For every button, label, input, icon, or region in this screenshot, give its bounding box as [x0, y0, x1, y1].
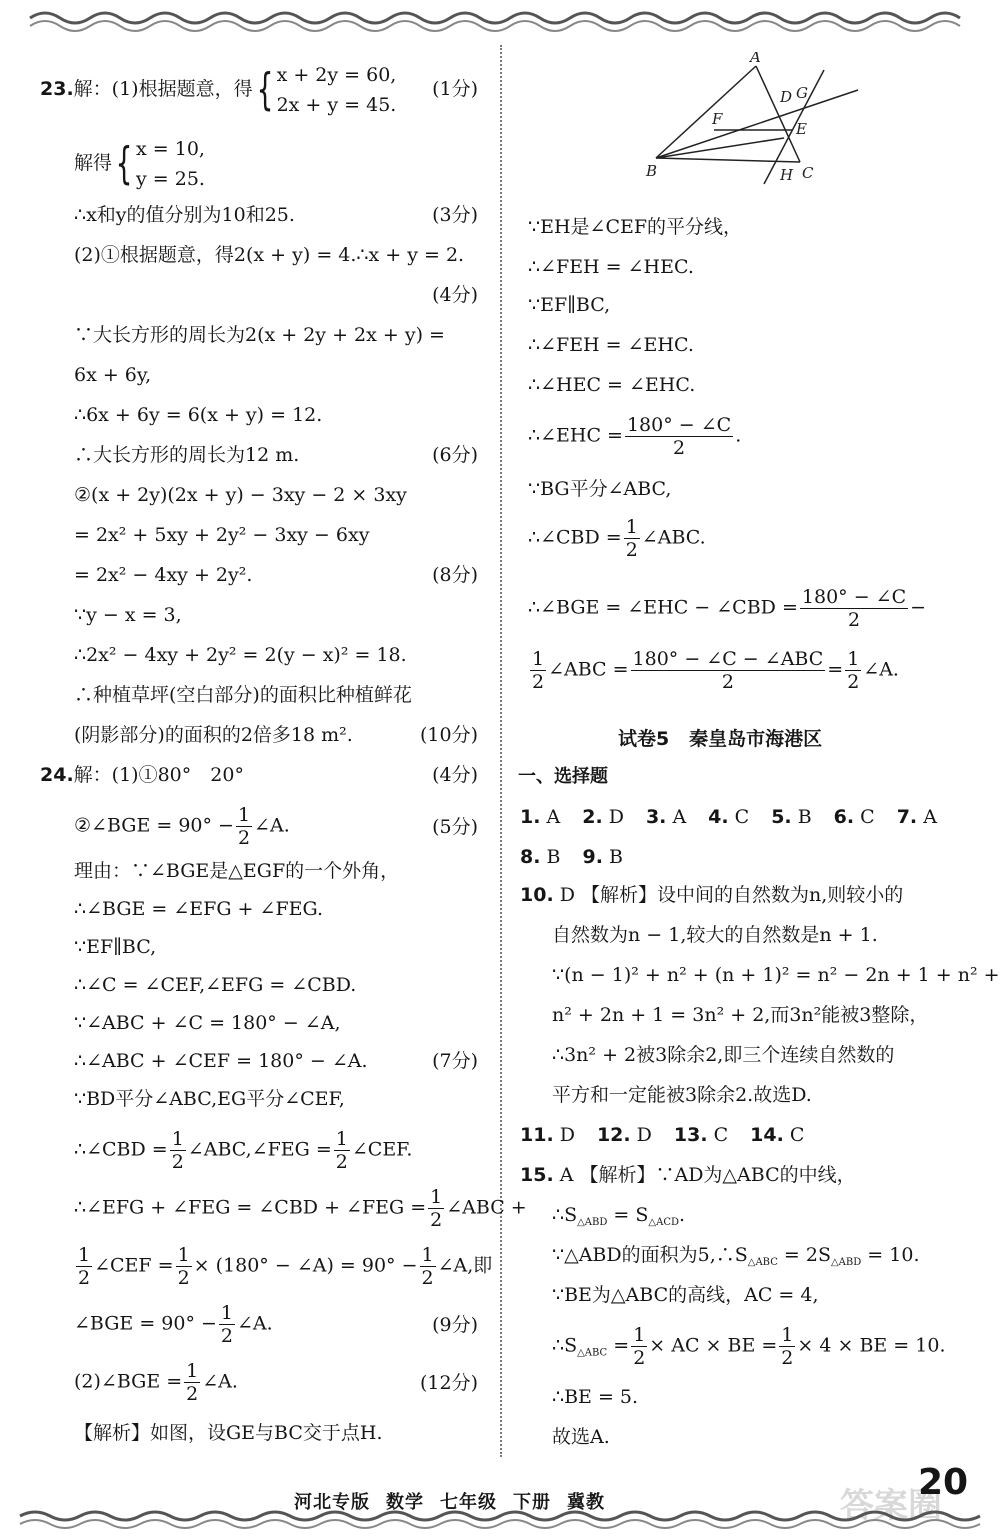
section-title: 试卷5 秦皇岛市海港区	[618, 728, 823, 750]
answer-choice: A	[540, 806, 561, 828]
line-BG	[656, 90, 858, 158]
fraction: $\frac{1}{2}$	[220, 1302, 234, 1347]
fraction: $\frac{1}{2}$	[78, 1244, 91, 1289]
score: (4分)	[432, 764, 478, 786]
answer-number: 6.	[833, 806, 855, 828]
r-line-8: ∴∠CBD = $\frac{1}{2}$ ∠ABC.	[528, 516, 706, 561]
score: (5分)	[432, 816, 478, 838]
label-E: E	[796, 120, 807, 138]
r-line-3: ∵EF∥BC,	[528, 294, 611, 316]
q23-line-3: ∴x和y的值分别为10和25. (3分)	[74, 200, 478, 230]
answer-row-2	[520, 842, 964, 872]
fraction: $\frac{1}{2}$	[186, 1360, 199, 1405]
q15-line-7: 故选A.	[552, 1426, 610, 1448]
fraction: $\frac{180^\circ - \angle C}{2}$	[626, 414, 732, 459]
r-line-6: ∴∠EHC = $\frac{180^\circ - \angle C}{2}$ .	[528, 414, 742, 459]
q15-line-1: 15. A 【解析】∵AD为△ABC的中线，	[520, 1164, 856, 1186]
q24-line-11: ∴∠EFG + ∠FEG = ∠CBD + ∠FEG = $\frac{1}{2}$ ∠ABC +	[74, 1186, 527, 1231]
answer-item	[771, 806, 811, 828]
fraction: $\frac{1}{2}$	[633, 1324, 646, 1369]
score: (3分)	[432, 204, 478, 226]
fraction: $\frac{1}{2}$	[532, 648, 545, 693]
score: (6分)	[432, 444, 478, 466]
q23-line-13: ∴2x² − 4xy + 2y² = 2(y − x)² = 18.	[74, 644, 407, 666]
label-H: H	[780, 166, 794, 184]
answer-item	[582, 846, 622, 868]
r-line-5: ∴∠HEC = ∠EHC.	[528, 374, 696, 396]
answer-choice: C	[707, 1124, 729, 1146]
top-wave-decoration	[0, 0, 1004, 40]
q23-line-11: = 2x² − 4xy + 2y². (8分)	[74, 560, 478, 590]
q24-line-13: ∠BGE = 90° − $\frac{1}{2}$ ∠A. (9分)	[74, 1302, 478, 1347]
answer-number: 11.	[520, 1124, 554, 1146]
q24-line-14: (2)∠BGE = $\frac{1}{2}$ ∠A. (12分)	[74, 1360, 478, 1405]
brace: {	[256, 64, 273, 115]
answer-number: 9.	[582, 846, 603, 868]
score: (12分)	[419, 1372, 478, 1394]
r-line-10: $\frac{1}{2}$ ∠ABC = $\frac{\text{180° − ∠C − ∠ABC}}{2}$ = $\frac{1}{2}$ ∠A.	[532, 648, 899, 693]
answer-item	[520, 1124, 575, 1146]
r-line-2: ∴∠FEH = ∠HEC.	[528, 256, 694, 278]
answer-number: 5.	[771, 806, 792, 828]
section-heading: 一、选择题	[518, 766, 608, 787]
answer-number: 3.	[645, 806, 667, 828]
r-line-4: ∴∠FEH = ∠EHC.	[528, 334, 694, 356]
q24-line-12: $\frac{1}{2}$ ∠CEF = $\frac{1}{2}$ × (180° − ∠A) = 90° − $\frac{1}{2}$ ∠A,即	[78, 1244, 493, 1289]
answer-item	[520, 846, 560, 868]
fraction: $\frac{180^\circ - \angle C}{2}$	[801, 586, 907, 631]
q24-line-2: ②∠BGE = 90° − $\frac{1}{2}$ ∠A. (5分)	[74, 804, 478, 849]
q23-line-4: (2)①根据题意，得2(x + y) = 4.∴x + y = 2.	[74, 244, 465, 266]
score: (7分)	[432, 1050, 478, 1072]
fraction: $\frac{1}{2}$	[421, 1244, 434, 1289]
q23-line-5: ∵大长方形的周长为2(x + 2y + 2x + y) =	[74, 324, 445, 346]
answer-item	[646, 806, 686, 828]
q24-line-7: ∵∠ABC + ∠C = 180° − ∠A,	[74, 1012, 341, 1034]
footer: 河北专版 数学 七年级 下册 冀教	[294, 1492, 605, 1513]
q10-line-3: ∵(n − 1)² + n² + (n + 1)² = n² − 2n + 1 + n² +	[552, 964, 1000, 986]
answer-item	[834, 806, 875, 828]
answer-choice: B	[602, 846, 623, 868]
q23-line-8: ∴大长方形的周长为12 m. (6分)	[74, 440, 478, 470]
answer-item	[897, 806, 937, 828]
fraction: $\frac{1}{2}$	[430, 1186, 443, 1231]
answer-item	[582, 806, 624, 828]
answer-choice: D	[630, 1124, 652, 1146]
q15-line-5: $\therefore S_{\triangle ABC}$ = $\frac{1}{2}$ × AC × BE = $\frac{1}{2}$ × 4 × BE = 10.	[552, 1324, 946, 1369]
label-F: F	[712, 110, 723, 128]
r-line-1: ∵EH是∠CEF的平分线，	[528, 216, 743, 238]
label-D: D	[780, 88, 793, 106]
q23-line-10: = 2x² + 5xy + 2y² − 3xy − 6xy	[74, 524, 370, 546]
q15-line-4: ∵BE为△ABC的高线，AC = 4,	[552, 1284, 819, 1306]
q24-line-9: ∵BD平分∠ABC,EG平分∠CEF,	[74, 1088, 345, 1110]
answer-number: 12.	[596, 1124, 631, 1146]
q15-line-2: $\therefore S_{\triangle ABD} = S_{\triangle ACD}$.	[552, 1204, 686, 1228]
fraction: $\frac{1}{2}$	[177, 1244, 190, 1289]
answer-number: 4.	[708, 806, 729, 828]
score: (4分)	[432, 284, 478, 306]
page-number: 20	[918, 1462, 969, 1503]
answer-row-1	[520, 802, 964, 832]
q23-line-9: ②(x + 2y)(2x + y) − 3xy − 2 × 3xy	[74, 484, 407, 506]
fraction: $\frac{1}{2}$	[171, 1128, 184, 1173]
fraction: $\frac{1}{2}$	[335, 1128, 348, 1173]
answer-choice: D	[553, 1124, 575, 1146]
label-B: B	[646, 162, 658, 180]
r-line-9: ∴∠BGE = ∠EHC − ∠CBD = $\frac{180^\circ - \angle C}{2}$ −	[528, 586, 927, 631]
q23-line-15: (阴影部分)的面积的2倍多18 m². (10分)	[74, 720, 478, 750]
answer-choice: B	[791, 806, 812, 828]
label-G: G	[796, 84, 808, 102]
fraction: $\frac{1}{2}$	[781, 1324, 794, 1369]
q23-line-1: 23.解：(1)根据题意，得{ x + 2y = 60, 2x + y = 45. (1分)	[40, 60, 478, 120]
question-number-24: 24.	[40, 764, 74, 786]
column-divider	[500, 45, 502, 1457]
bottom-wave-decoration	[0, 1506, 1004, 1536]
answer-choice: C	[783, 1124, 805, 1146]
fraction: $\frac{1}{2}$	[237, 804, 251, 849]
answer-number: 7.	[896, 806, 918, 828]
q10-line-2: 自然数为n − 1,较大的自然数是n + 1.	[552, 924, 878, 946]
q15-line-3: ∵△ABD的面积为$5,\therefore S_{\triangle ABC} = 2S_{\triangle ABD} = 10$.	[552, 1244, 920, 1268]
geometry-figure	[624, 52, 884, 192]
answer-choice: B	[540, 846, 561, 868]
answer-number: 2.	[582, 806, 603, 828]
answer-number: 13.	[673, 1124, 708, 1146]
answer-choice: C	[854, 806, 875, 828]
line-AC	[756, 66, 800, 162]
answer-item	[708, 806, 749, 828]
q23-line-14: ∴种植草坪(空白部分)的面积比种植鲜花	[74, 684, 412, 706]
q24-line-4: ∴∠BGE = ∠EFG + ∠FEG.	[74, 898, 324, 920]
q24-line-15: 【解析】如图，设GE与BC交于点H.	[74, 1422, 383, 1444]
r-line-7: ∵BG平分∠ABC,	[528, 478, 672, 500]
label-C: C	[802, 164, 814, 182]
answer-item	[520, 806, 560, 828]
answer-item	[597, 1124, 652, 1146]
answer-item	[674, 1124, 728, 1146]
line-GH	[764, 70, 824, 184]
q24-line-6: ∴∠C = ∠CEF,∠EFG = ∠CBD.	[74, 974, 357, 996]
score: (8分)	[432, 564, 478, 586]
question-number-23: 23.	[40, 78, 74, 100]
answer-choice: A	[917, 806, 937, 828]
q15-line-6: ∴BE = 5.	[552, 1386, 639, 1408]
answer-choice: C	[728, 806, 750, 828]
answer-row-3	[520, 1120, 964, 1150]
line-BC	[656, 158, 800, 162]
q23-line-7: ∴6x + 6y = 6(x + y) = 12.	[74, 404, 323, 426]
equation-system: x + 2y = 60, 2x + y = 45.	[276, 64, 397, 116]
answer-number: 8.	[520, 846, 541, 868]
brace: {	[115, 138, 133, 189]
q10-line-5: ∴3n² + 2被3除余2,即三个连续自然数的	[552, 1044, 895, 1066]
fraction: $\frac{\text{180° − ∠C − ∠ABC}}{2}$	[632, 648, 824, 693]
q24-line-8: ∴∠ABC + ∠CEF = 180° − ∠A. (7分)	[74, 1046, 478, 1076]
q10-line-6: 平方和一定能被3除余2.故选D.	[552, 1084, 812, 1106]
q24-line-3: 理由：∵∠BGE是△EGF的一个外角，	[74, 860, 400, 882]
answer-number: 1.	[520, 806, 541, 828]
label-A: A	[750, 52, 761, 66]
answer-number: 14.	[750, 1124, 784, 1146]
answer-choice: D	[602, 806, 624, 828]
q10-line-1: 10. D 【解析】设中间的自然数为n,则较小的	[520, 884, 904, 906]
score: (1分)	[432, 78, 478, 100]
score: (9分)	[432, 1314, 478, 1336]
q10-line-4: n² + 2n + 1 = 3n² + 2,而3n²能被3整除，	[552, 1004, 929, 1026]
answer-choice: A	[666, 806, 687, 828]
score: (10分)	[419, 724, 478, 746]
q23-line-6: 6x + 6y,	[74, 364, 152, 386]
fraction: $\frac{1}{2}$	[847, 648, 860, 693]
q24-line-5: ∵EF∥BC,	[74, 936, 157, 958]
fraction: $\frac{1}{2}$	[625, 516, 638, 561]
solution-system: x = 10, y = 25.	[136, 138, 205, 190]
q24-line-1: 24.解：(1)①80° 20° (4分)	[40, 760, 478, 790]
q23-solution: 解得{ x = 10, y = 25.	[74, 134, 478, 194]
watermark: 答案圈	[840, 1486, 942, 1526]
q24-line-10: ∴∠CBD = $\frac{1}{2}$ ∠ABC,∠FEG = $\frac{1}{2}$ ∠CEF.	[74, 1128, 413, 1173]
q23-line-12: ∵y − x = 3,	[74, 604, 182, 626]
answer-item	[750, 1124, 804, 1146]
